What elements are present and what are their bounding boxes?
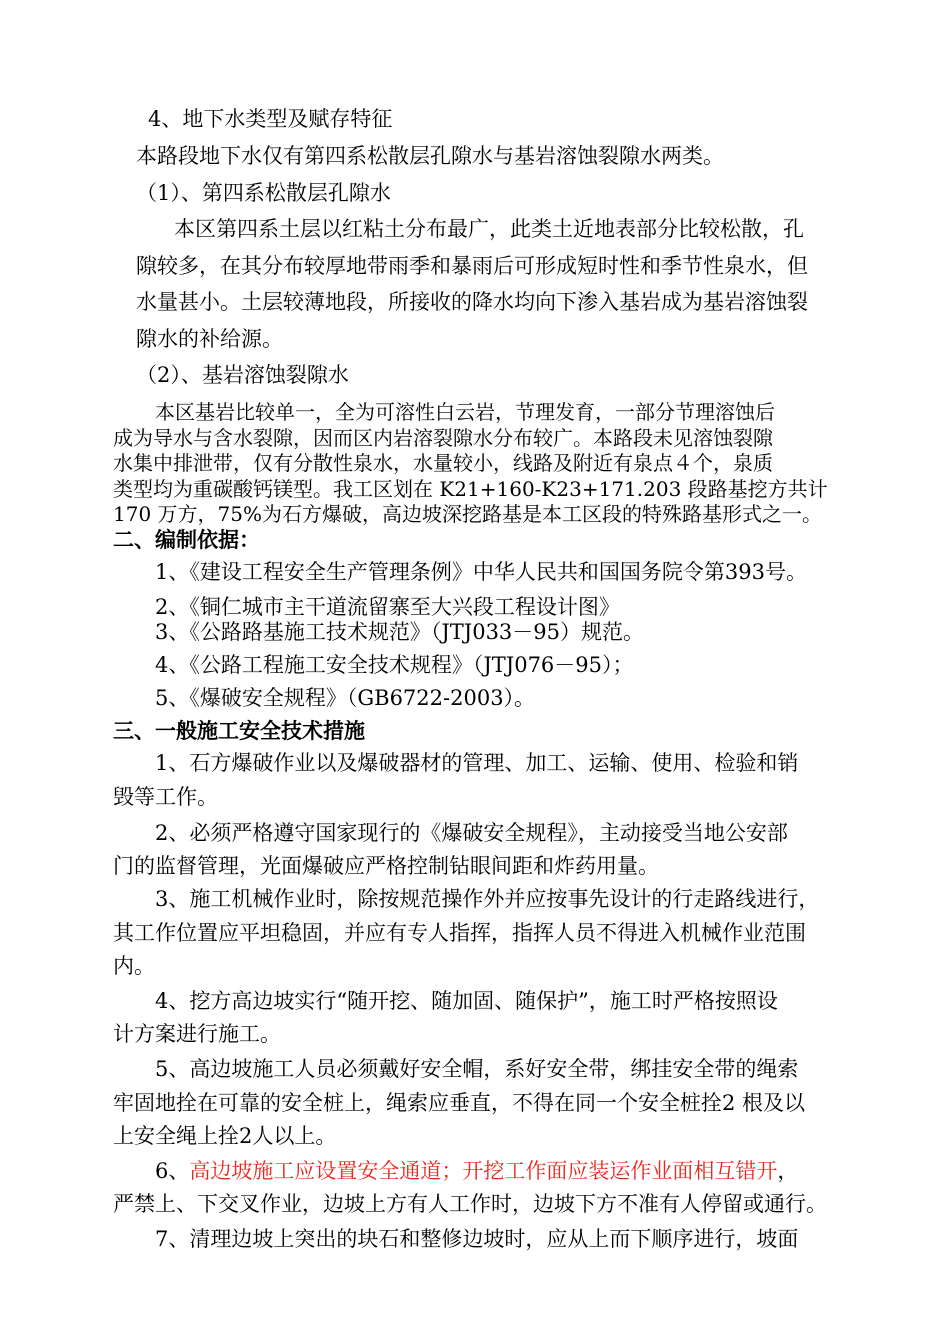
section-4-title: 4、地下水类型及赋存特征 xyxy=(148,107,393,131)
measure-5-line: 牢固地拴在可靠的安全桩上，绳索应垂直，不得在同一个安全桩拴2 根及以 xyxy=(113,1091,806,1115)
sub1-line: 本区第四系土层以红粘土分布最广，此类土近地表部分比较松散，孔 xyxy=(174,217,804,241)
measure-5-line: 5、高边坡施工人员必须戴好安全帽，系好安全带，绑挂安全带的绳索 xyxy=(155,1057,799,1081)
measure-3-line: 3、施工机械作业时，除按规范操作外并应按事先设计的行走路线进行， xyxy=(155,887,820,911)
sub2-title: （2）、基岩溶蚀裂隙水 xyxy=(136,363,349,387)
sub1-line: 隙水的补给源。 xyxy=(136,327,283,351)
section-4-intro: 本路段地下水仅有第四系松散层孔隙水与基岩溶蚀裂隙水两类。 xyxy=(136,144,724,168)
measure-2-line: 门的监督管理，光面爆破应严格控制钻眼间距和炸药用量。 xyxy=(113,854,659,878)
sub1-title: （1）、第四系松散层孔隙水 xyxy=(136,181,391,205)
measure-3-line: 内。 xyxy=(113,954,155,978)
measure-1-line: 1、石方爆破作业以及爆破器材的管理、加工、运输、使用、检验和销 xyxy=(155,751,799,775)
measure-6-suffix: ， xyxy=(777,1159,799,1183)
basis-item: 5、《爆破安全规程》（GB6722-2003）。 xyxy=(155,686,536,710)
measure-6-line xyxy=(155,1158,798,1184)
measure-4-line: 4、挖方高边坡实行“随开挖、随加固、随保护”，施工时严格按照设 xyxy=(155,989,778,1013)
measure-7-line: 7、清理边坡上突出的块石和整修边坡时，应从上而下顺序进行，坡面 xyxy=(155,1227,799,1251)
measure-2-line: 2、必须严格遵守国家现行的《爆破安全规程》，主动接受当地公安部 xyxy=(155,821,788,845)
basis-item: 3、《公路路基施工技术规范》（JTJ033－95）规范。 xyxy=(155,620,645,644)
measure-5-line: 上安全绳上拴2人以上。 xyxy=(113,1124,337,1148)
basis-item: 2、《铜仁城市主干道流留寨至大兴段工程设计图》 xyxy=(155,595,620,619)
measure-6-line: 严禁上、下交叉作业，边坡上方有人工作时，边坡下方不准有人停留或通行。 xyxy=(113,1192,827,1216)
basis-item: 4、《公路工程施工安全技术规程》（JTJ076－95）； xyxy=(155,653,634,677)
basis-item: 1、《建设工程安全生产管理条例》中华人民共和国国务院令第393号。 xyxy=(155,560,807,584)
sub2-line: 类型均为重碳酸钙镁型。我工区划在 K21+160-K23+171.203 段路基挖方共计 xyxy=(113,477,828,501)
measure-4-line: 计方案进行施工。 xyxy=(113,1022,281,1046)
measure-3-line: 其工作位置应平坦稳固，并应有专人指挥，指挥人员不得进入机械作业范围 xyxy=(113,921,806,945)
sub1-line: 水量甚小。土层较薄地段，所接收的降水均向下渗入基岩成为基岩溶蚀裂 xyxy=(136,290,808,314)
sub1-line: 隙较多，在其分布较厚地带雨季和暴雨后可形成短时性和季节性泉水，但 xyxy=(136,254,808,278)
measure-6-highlight: 高边坡施工应设置安全通道；开挖工作面应装运作业面相互错开 xyxy=(189,1159,778,1183)
sub2-line: 本区基岩比较单一，全为可溶性白云岩，节理发育，一部分节理溶蚀后 xyxy=(155,400,775,424)
sub2-line: 水集中排泄带，仅有分散性泉水，水量较小，线路及附近有泉点４个，泉质 xyxy=(113,451,773,475)
measures-heading: 三、一般施工安全技术措施 xyxy=(113,718,365,743)
basis-heading: 二、编制依据： xyxy=(113,527,260,552)
measure-1-line: 毁等工作。 xyxy=(113,785,218,809)
sub2-line: 成为导水与含水裂隙，因而区内岩溶裂隙水分布较广。本路段未见溶蚀裂隙 xyxy=(113,426,773,450)
sub2-line: 170 万方，75%为石方爆破，高边坡深挖路基是本工区段的特殊路基形式之一。 xyxy=(113,502,822,526)
measure-6-prefix: 6、 xyxy=(155,1159,190,1183)
